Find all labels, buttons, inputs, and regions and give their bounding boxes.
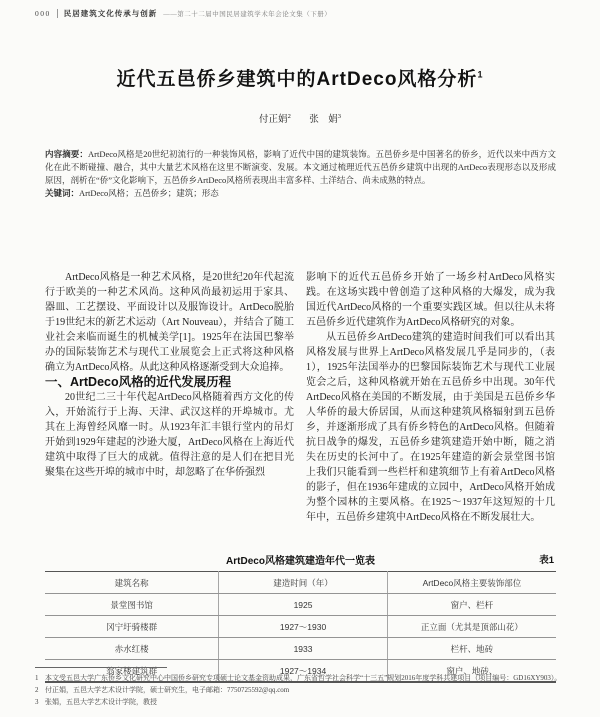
footnote-1-number: 1 — [35, 674, 39, 682]
footnote-2 — [35, 684, 575, 696]
author-1-mark: 2 — [287, 112, 291, 120]
body-paragraph: 影响下的近代五邑侨乡开始了一场乡村ArtDeco风格实践。在这场实践中曾创造了这种风格的大爆发，成为我国近代ArtDeco风格的一个重要实践区域。但以往从未将五邑侨乡近代建筑作为ArtDeco风格研究的对象。 — [306, 272, 555, 328]
book-subtitle: ——第二十二届中国民居建筑学术年会论文集（下册） — [163, 11, 332, 18]
footnote-2-text: 付正娟，五邑大学艺术设计学院，硕士研究生，电子邮箱：7750725592@qq.com — [45, 686, 290, 694]
table-row — [45, 594, 556, 616]
table-header-row — [45, 572, 556, 594]
book-title: 民居建筑文化传承与创新 — [63, 9, 158, 18]
footnote-3-number: 3 — [35, 698, 39, 706]
table-title: ArtDeco风格建筑建造年代一览表 — [226, 556, 375, 567]
col-header-decor: ArtDeco风格主要装饰部位 — [387, 572, 556, 594]
body-paragraph: 从五邑侨乡ArtDeco建筑的建造时间我们可以看出其风格发展与世界上ArtDeco风格发展几乎是同步的，（表1），1925年法国举办的巴黎国际装饰艺术与现代工业展览会之后，这种风格就开始在五邑侨乡中出现。30年代ArtDeco风格在美国的不断发展，由于美国是五邑侨乡华人华侨的最大侨居国，从而这种建筑风格辐射到五邑侨乡，并逐渐形成了具有侨乡特色的ArtDeco风格。但随着抗日战争的爆发，五邑侨乡建筑建造开始中断，随之消失在历史的长河中了。在1925年建造的新会景堂图书馆上我们只能看到一些栏杆和建筑细节上有着ArtDeco风格的影子，但在1936年建成的立园中，ArtDeco风格开始成为整个园林的主要风格。在1925～1937年这短短的十几年中，五邑侨乡建筑中ArtDeco风格在不断发展壮大。 — [306, 332, 555, 523]
table-title-row — [45, 552, 556, 567]
cell-building: 景堂图书馆 — [45, 594, 219, 616]
table-row — [45, 616, 556, 638]
footnote-1 — [35, 672, 575, 684]
author-line — [0, 111, 600, 125]
col-header-year: 建造时间（年） — [219, 572, 388, 594]
right-column — [306, 270, 555, 525]
keywords-text: ArtDeco风格；五邑侨乡；建筑；形态 — [79, 188, 219, 198]
cell-decor: 栏杆、地砖 — [387, 638, 556, 660]
author-1 — [259, 112, 291, 125]
cell-building: 冈宁圩骑楼群 — [45, 616, 219, 638]
author-2-mark: 3 — [337, 112, 341, 120]
cell-year: 1933 — [219, 638, 388, 660]
footnote-3-text: 张娟，五邑大学艺术设计学院，教授 — [45, 698, 157, 706]
cell-building: 赤水红楼 — [45, 638, 219, 660]
footnotes — [35, 672, 575, 708]
section-heading: 一、ArtDeco风格的近代发展历程 — [45, 375, 232, 389]
article-title — [0, 64, 600, 91]
cell-decor: 窗户、栏杆 — [387, 594, 556, 616]
table-block — [45, 552, 556, 683]
cell-year: 1925 — [219, 594, 388, 616]
cell-year: 1927～1934 — [219, 660, 388, 683]
abstract-block — [45, 148, 556, 200]
keywords-label: 关键词： — [45, 188, 80, 198]
table-row — [45, 638, 556, 660]
footnote-1-text: 本文受五邑大学广东侨乡文化研究中心中国侨乡研究专项硕士论文基金资助成果，广东省哲学社会科学“十三五”规划2016年度学科共建项目（项目编号：GD16XY903）。 — [45, 674, 562, 682]
keywords-paragraph — [45, 187, 556, 200]
abstract-text: ArtDeco风格是20世纪初流行的一种装饰风格，影响了近代中国的建筑装饰。五邑侨乡是中国著名的侨乡，近代以来中西方文化在此不断碰撞、融合，其中大量艺术风格在这里不断演变、发展。本文通过梳理近代五邑侨乡建筑中出现的ArtDeco表现形态以及形成原因，剖析在“侨”文化影响下，五邑侨乡ArtDeco风格所表现出丰富多样、土洋结合、尚未成熟的特点。 — [45, 149, 556, 185]
left-column — [45, 270, 294, 525]
author-2 — [309, 112, 341, 125]
author-2-name: 张 娟 — [309, 115, 338, 125]
title-footnote-mark: 1 — [477, 69, 484, 80]
body-paragraph: 20世纪二三十年代起ArtDeco风格随着西方文化的传入，开始流行于上海、天津、武汉这样的开埠城市。尤其在上海曾经风靡一时。从1923年汇丰银行堂内的吊灯开始到1929年建起的沙逊大厦，ArtDeco风格在上海近代建筑中取得了巨大的成就。值得注意的是人们在把目光聚集在这些开埠的城市中时，却忽略了在华侨强烈 — [45, 392, 294, 478]
body-columns — [45, 270, 556, 525]
footnote-3 — [35, 696, 575, 708]
col-header-building: 建筑名称 — [45, 572, 219, 594]
running-head — [35, 8, 570, 19]
author-1-name: 付正娟 — [259, 115, 288, 125]
page-number: 000 — [35, 9, 51, 18]
article-title-text: 近代五邑侨乡建筑中的ArtDeco风格分析 — [116, 69, 478, 90]
cell-building: 翁家楼建筑群 — [45, 660, 219, 683]
table-tag: 表1 — [539, 555, 554, 566]
header-divider — [57, 9, 58, 18]
abstract-paragraph — [45, 148, 556, 187]
body-paragraph: ArtDeco风格是一种艺术风格，是20世纪20年代起流行于欧美的一种艺术风尚。这种风尚最初运用于家具、器皿、工艺摆设、平面设计以及服饰设计。ArtDeco脱胎于19世纪末的新艺术运动（Art Nouveau），并结合了随工业社会来临而诞生的机械美学[1]。1925年在法国巴黎举办的国际装饰艺术与现代工业展览会上正式将这种风格确立为ArtDeco风格。从此这种风格逐渐受到大众追捧。 — [45, 272, 294, 373]
footnote-divider — [35, 667, 167, 668]
cell-year: 1927～1930 — [219, 616, 388, 638]
cell-decor: 正立面（尤其是顶部山花） — [387, 616, 556, 638]
cell-decor: 窗户、地砖、 — [387, 660, 556, 683]
abstract-label: 内容摘要： — [45, 149, 89, 159]
footnote-2-number: 2 — [35, 686, 39, 694]
